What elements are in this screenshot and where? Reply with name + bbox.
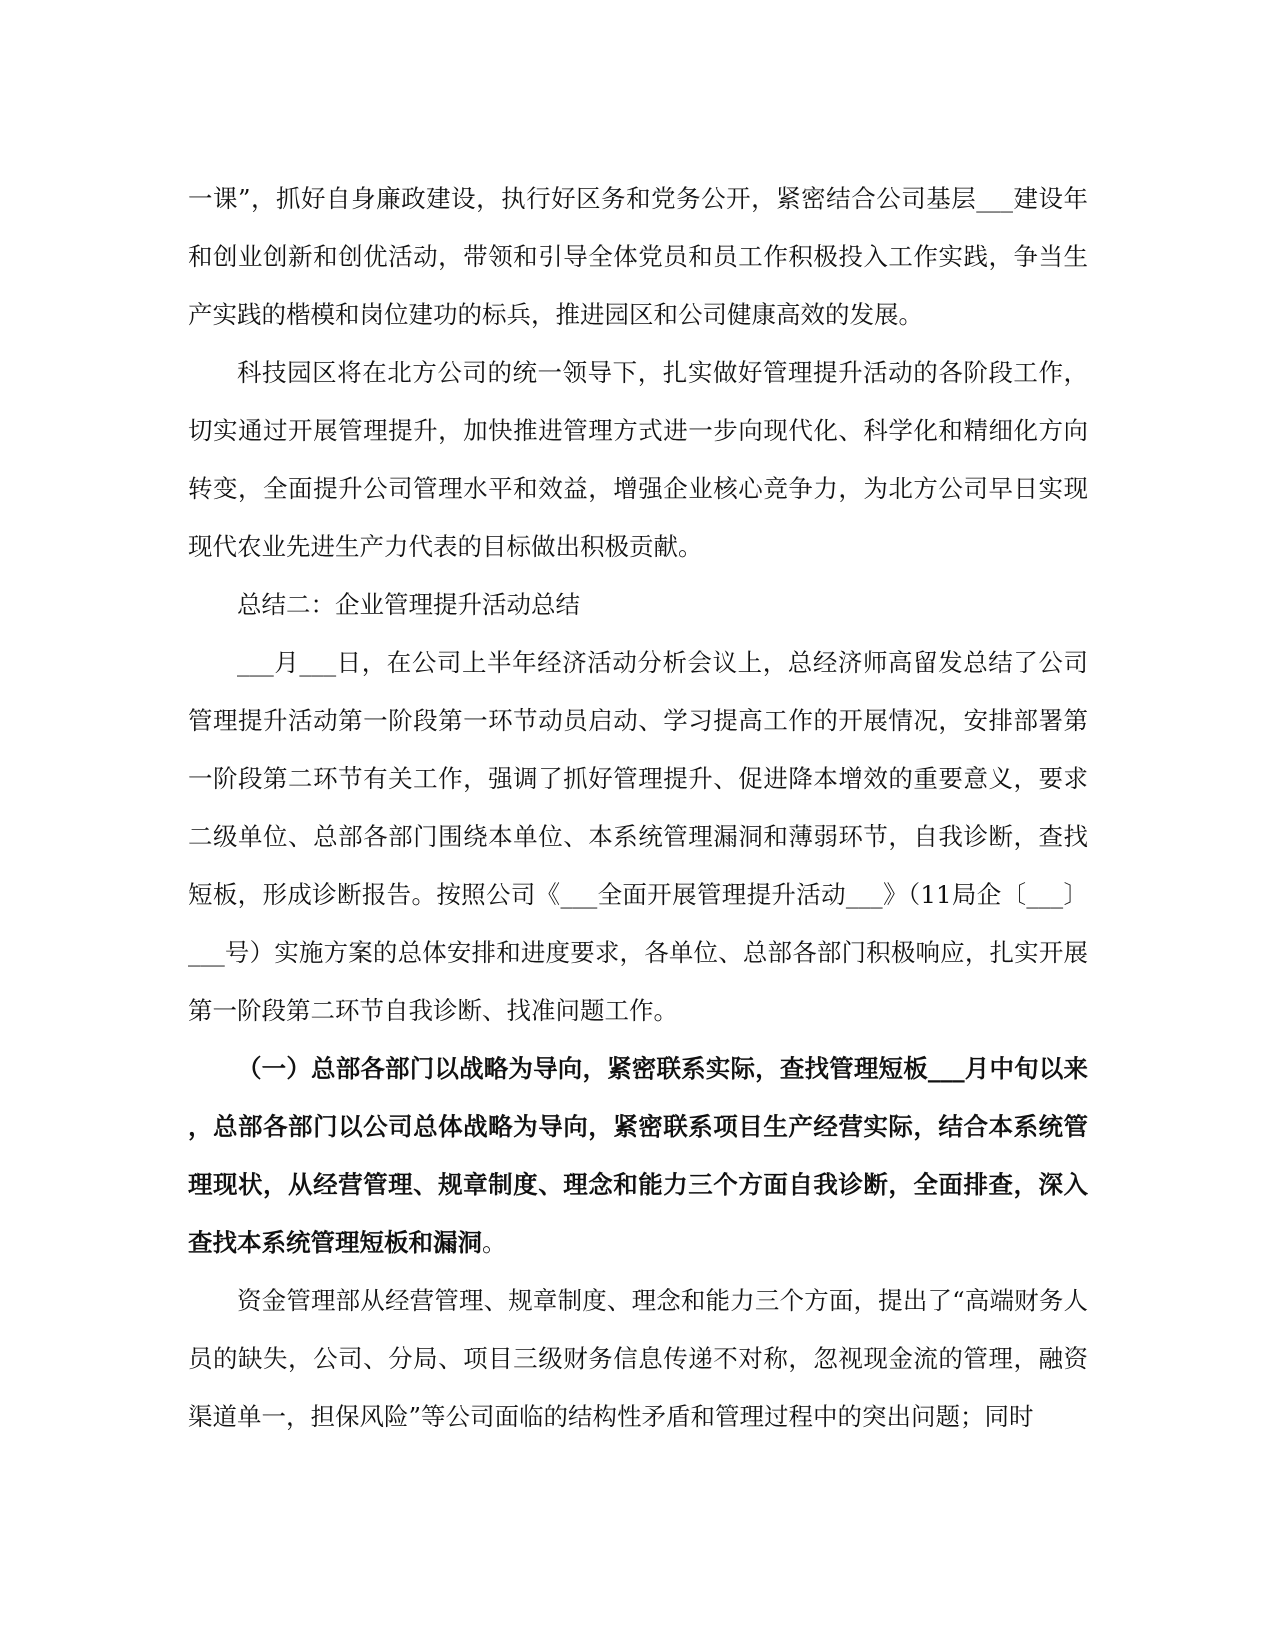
paragraph-4-tail: 。: [482, 1228, 507, 1257]
paragraph-2: 科技园区将在北方公司的统一领导下，扎实做好管理提升活动的各阶段工作，切实通过开展管理提升，加快推进管理方式进一步向现代化、科学化和精细化方向转变，全面提升公司管理水平和效益，增强企业核心竞争力，为北方公司早日实现现代农业先进生产力代表的目标做出积极贡献。: [188, 358, 1088, 561]
document-body: [188, 170, 1088, 1446]
paragraph-4: [188, 1040, 1088, 1272]
bold-heading-text: （一）总部各部门以战略为导向，紧密联系实际，查找管理短板___月中旬以来，总部各部门以公司总体战略为导向，紧密联系项目生产经营实际，结合本系统管理现状，从经营管理、规章制度、理念和能力三个方面自我诊断，全面排查，深入查找本系统管理短板和漏洞: [188, 1054, 1088, 1257]
paragraph-5: 资金管理部从经营管理、规章制度、理念和能力三个方面，提出了“高端财务人员的缺失，公司、分局、项目三级财务信息传递不对称，忽视现金流的管理，融资渠道单一，担保风险”等公司面临的结构性矛盾和管理过程中的突出问题；同时: [188, 1286, 1088, 1431]
section-heading: 总结二：企业管理提升活动总结: [237, 590, 580, 619]
paragraph-3: ___月___日，在公司上半年经济活动分析会议上，总经济师高留发总结了公司管理提升活动第一阶段第一环节动员启动、学习提高工作的开展情况，安排部署第一阶段第二环节有关工作，强调了抓好管理提升、促进降本增效的重要意义，要求二级单位、总部各部门围绕本单位、本系统管理漏洞和薄弱环节，自我诊断，查找短板，形成诊断报告。按照公司《___全面开展管理提升活动___》（11局企〔___〕___号）实施方案的总体安排和进度要求，各单位、总部各部门积极响应，扎实开展第一阶段第二环节自我诊断、找准问题工作。: [188, 648, 1088, 1025]
paragraph-1: 一课”，抓好自身廉政建设，执行好区务和党务公开，紧密结合公司基层___建设年和创业创新和创优活动，带领和引导全体党员和员工作积极投入工作实践，争当生产实践的楷模和岗位建功的标兵，推进园区和公司健康高效的发展。: [188, 184, 1088, 329]
